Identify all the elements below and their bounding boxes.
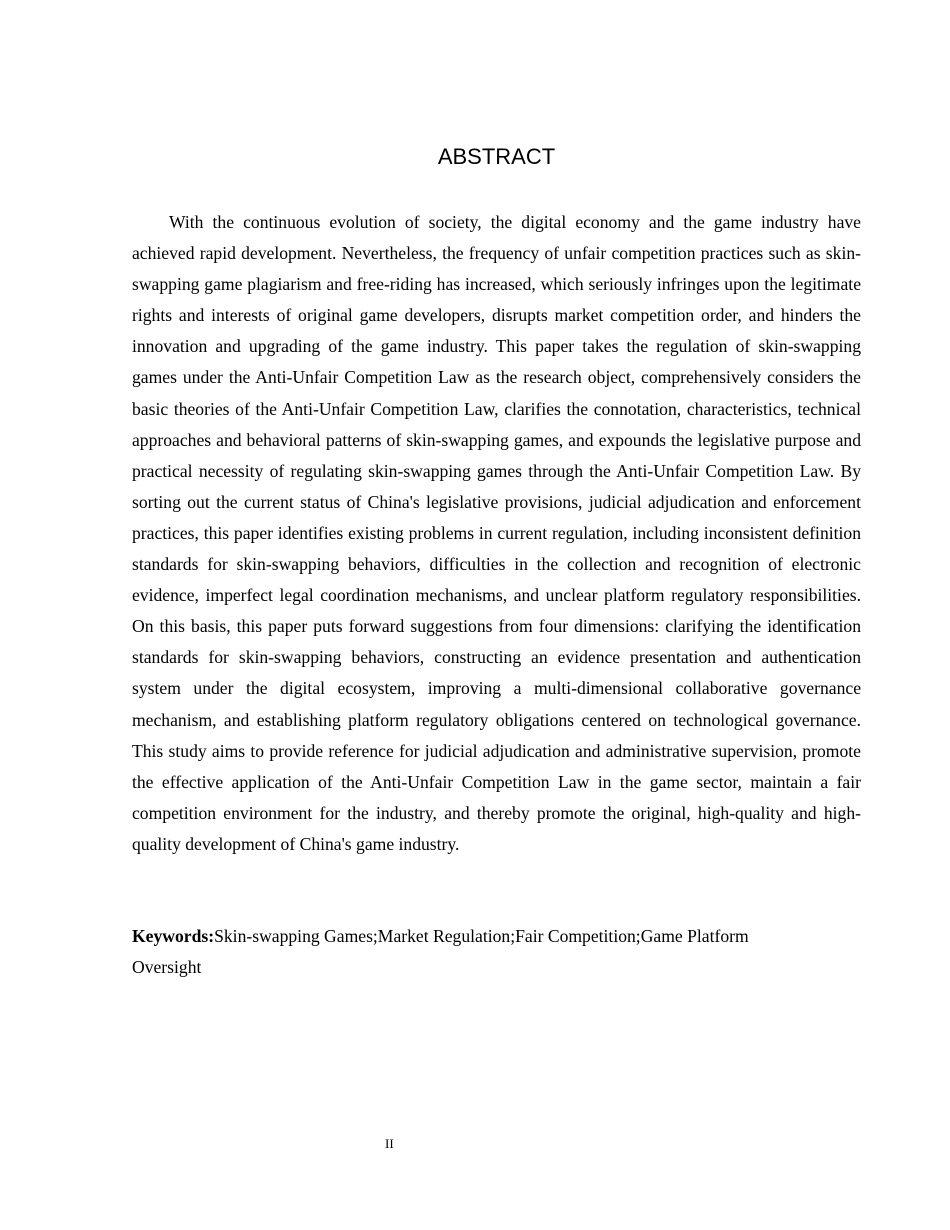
abstract-body: With the continuous evolution of society, the digital economy and the game industry have achieved rapid development. Nevertheless, the frequency of unfair competition practices such as skin-swapping game plagiarism and free-riding has increased, which seriously infringes upon the legitimate rights and interests of original game developers, disrupts market competition order, and hinders the innovation and upgrading of the game industry. This paper takes the regulation of skin-swapping games under the Anti-Unfair Competition Law as the research object, comprehensively considers the basic theories of the Anti-Unfair Competition Law, clarifies the connotation, characteristics, technical approaches and behavioral patterns of skin-swapping games, and expounds the legislative purpose and practical necessity of regulating skin-swapping games through the Anti-Unfair Competition Law. By sorting out the current status of China's legislative provisions, judicial adjudication and enforcement practices, this paper identifies existing problems in current regulation, including inconsistent definition standards for skin-swapping behaviors, difficulties in the collection and recognition of electronic evidence, imperfect legal coordination mechanisms, and unclear platform regulatory responsibilities. On this basis, this paper puts forward suggestions from four dimensions: clarifying the identification standards for skin-swapping behaviors, constructing an evidence presentation and authentication system under the digital ecosystem, improving a multi-dimensional collaborative governance mechanism, and establishing platform regulatory obligations centered on technological governance. This study aims to provide reference for judicial adjudication and administrative supervision, promote the effective application of the Anti-Unfair Competition Law in the game sector, maintain a fair competition environment for the industry, and thereby promote the original, high-quality and high-quality development of China's game industry. — [132, 212, 861, 854]
abstract-title: ABSTRACT — [437, 144, 556, 169]
keywords-line — [132, 921, 861, 983]
page-number: II — [385, 1136, 394, 1151]
keywords-label: Keywords: — [132, 926, 215, 946]
keywords-text: Skin-swapping Games;Market Regulation;Fair Competition;Game Platform Oversight — [132, 926, 749, 977]
